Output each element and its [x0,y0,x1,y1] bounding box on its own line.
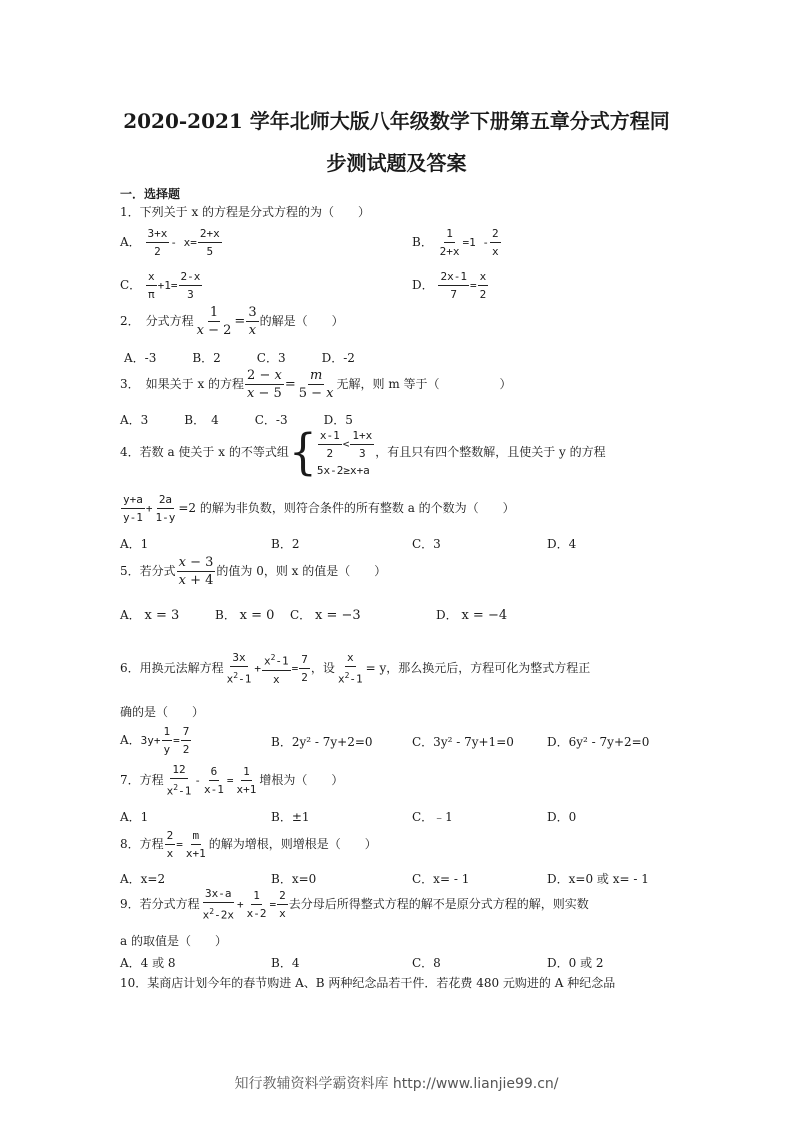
q6-option-c: C．3y² - 7y+1=0 [412,735,514,749]
q3-stem: 3． 如果关于 x 的方程 $\frac{2 - x}{x - 5}$ = $\frac{m}{5 - x}$ 无解，则 m 等于（ ） [120,368,512,401]
q8-option-a: A．x=2 [120,872,166,886]
q3-options: A．3 B． 4 C．-3 D．5 [120,413,353,427]
q7-stem: 7．方程 $\frac{12}{x^2-1}$ - $\frac{6}{x-1}$ = $\frac{1}{x+1}$ 增根为（ ） [120,763,344,798]
footer-watermark: 知行教辅资料学霸资料库 http://www.lianjie99.cn/ [234,1076,559,1092]
q5-option-b: B． x = 0 [215,608,275,623]
q4-option-d: D．4 [547,537,577,551]
q1-option-b: B． $\frac{1}{2+x}$ =1 - $\frac{2}{x}$ [412,227,499,258]
q6-stem: 6．用换元法解方程 $\frac{3x}{x^2-1}$ + $\frac{x^2-1}{x}$ = $\frac{7}{2}$ ，设 $\frac{x}{x^2-1}$ = y，那么换元后，方程可化为整式方程正 [120,651,591,686]
q8-option-c: C．x= - 1 [412,872,470,886]
q7-option-c: C．﹣1 [412,810,453,824]
q1-option-a: A． $\frac{3+x}{2}$ - x= $\frac{2+x}{5}$ [120,227,220,258]
q10-stem: 10．某商店计划今年的春节购进 A、B 两种纪念品若干件．若花费 480 元购进的 A 种纪念品 [120,976,616,990]
q9-stem: 9．若分式方程 $\frac{3x-a}{x^2-2x}$ + $\frac{1}{x-2}$ = $\frac{2}{x}$ 去分母后所得整式方程的解不是原分式方程的解，则实数 [120,887,589,922]
q4-option-c: C．3 [412,537,441,551]
q9-option-a: A．4 或 8 [120,956,176,970]
q7-option-a: A．1 [120,810,149,824]
q9-line2: a 的取值是（ ） [120,934,227,948]
q2-stem: 2． 分式方程 $\frac{1}{x - 2}$ = $\frac{3}{x}$ 的解是（ ） [120,305,344,338]
q2-options: A．-3 B．2 C．3 D．-2 [124,351,355,365]
q4-line2: $\frac{y+a}{y-1}$ + $\frac{2a}{1-y}$ =2 的解为非负数，则符合条件的所有整数 a 的个数为（ ） [123,493,515,524]
q1-option-c: C． $\frac{x}{\pi}$ +1= $\frac{2-x}{3}$ [120,270,201,301]
q6-line2: 确的是（ ） [120,705,205,719]
q6-option-d: D．6y² - 7y+2=0 [547,735,650,749]
q1-stem: 1．下列关于 x 的方程是分式方程的为（ ） [120,205,371,219]
q9-option-d: D．0 或 2 [547,956,604,970]
q5-option-d: D． x = −4 [436,608,508,623]
q7-option-d: D．0 [547,810,577,824]
q1-option-d: D． $\frac{2x-1}{7}$ = $\frac{x}{2}$ [412,270,487,301]
q8-stem: 8．方程 $\frac{2}{x}$ = $\frac{m}{x+1}$ 的解为增根，则增根是（ ） [120,829,377,860]
q5-option-a: A． x = 3 [120,608,180,623]
q6-option-a: A．3y+ $\frac{1}{y}$ = $\frac{7}{2}$ [120,725,190,756]
q4-option-a: A．1 [120,537,149,551]
q4-option-b: B．2 [271,537,300,551]
q6-option-b: B．2y² - 7y+2=0 [271,735,373,749]
q5-stem: 5．若分式 $\frac{x - 3}{x + 4}$ 的值为 0，则 x 的值是（ ） [120,555,387,588]
q8-option-b: B．x=0 [271,872,317,886]
q5-option-c: C． x = −3 [290,608,361,623]
doc-title-line2: 步测试题及答案 [326,151,467,175]
doc-title-line1: 2020-2021 学年北师大版八年级数学下册第五章分式方程同 [123,109,670,133]
q9-option-c: C．8 [412,956,441,970]
q9-option-b: B．4 [271,956,300,970]
section-heading: 一．选择题 [120,187,181,201]
q7-option-b: B．±1 [271,810,310,824]
q4-stem: 4．若数 a 使关于 x 的不等式组{ $\frac{x-1}{2}$ < $\frac{1+x}{3}$ 5x-2≥x+a ，有且只有四个整数解，且使关于 y 的方程 [120,423,606,480]
q8-option-d: D．x=0 或 x= - 1 [547,872,649,886]
